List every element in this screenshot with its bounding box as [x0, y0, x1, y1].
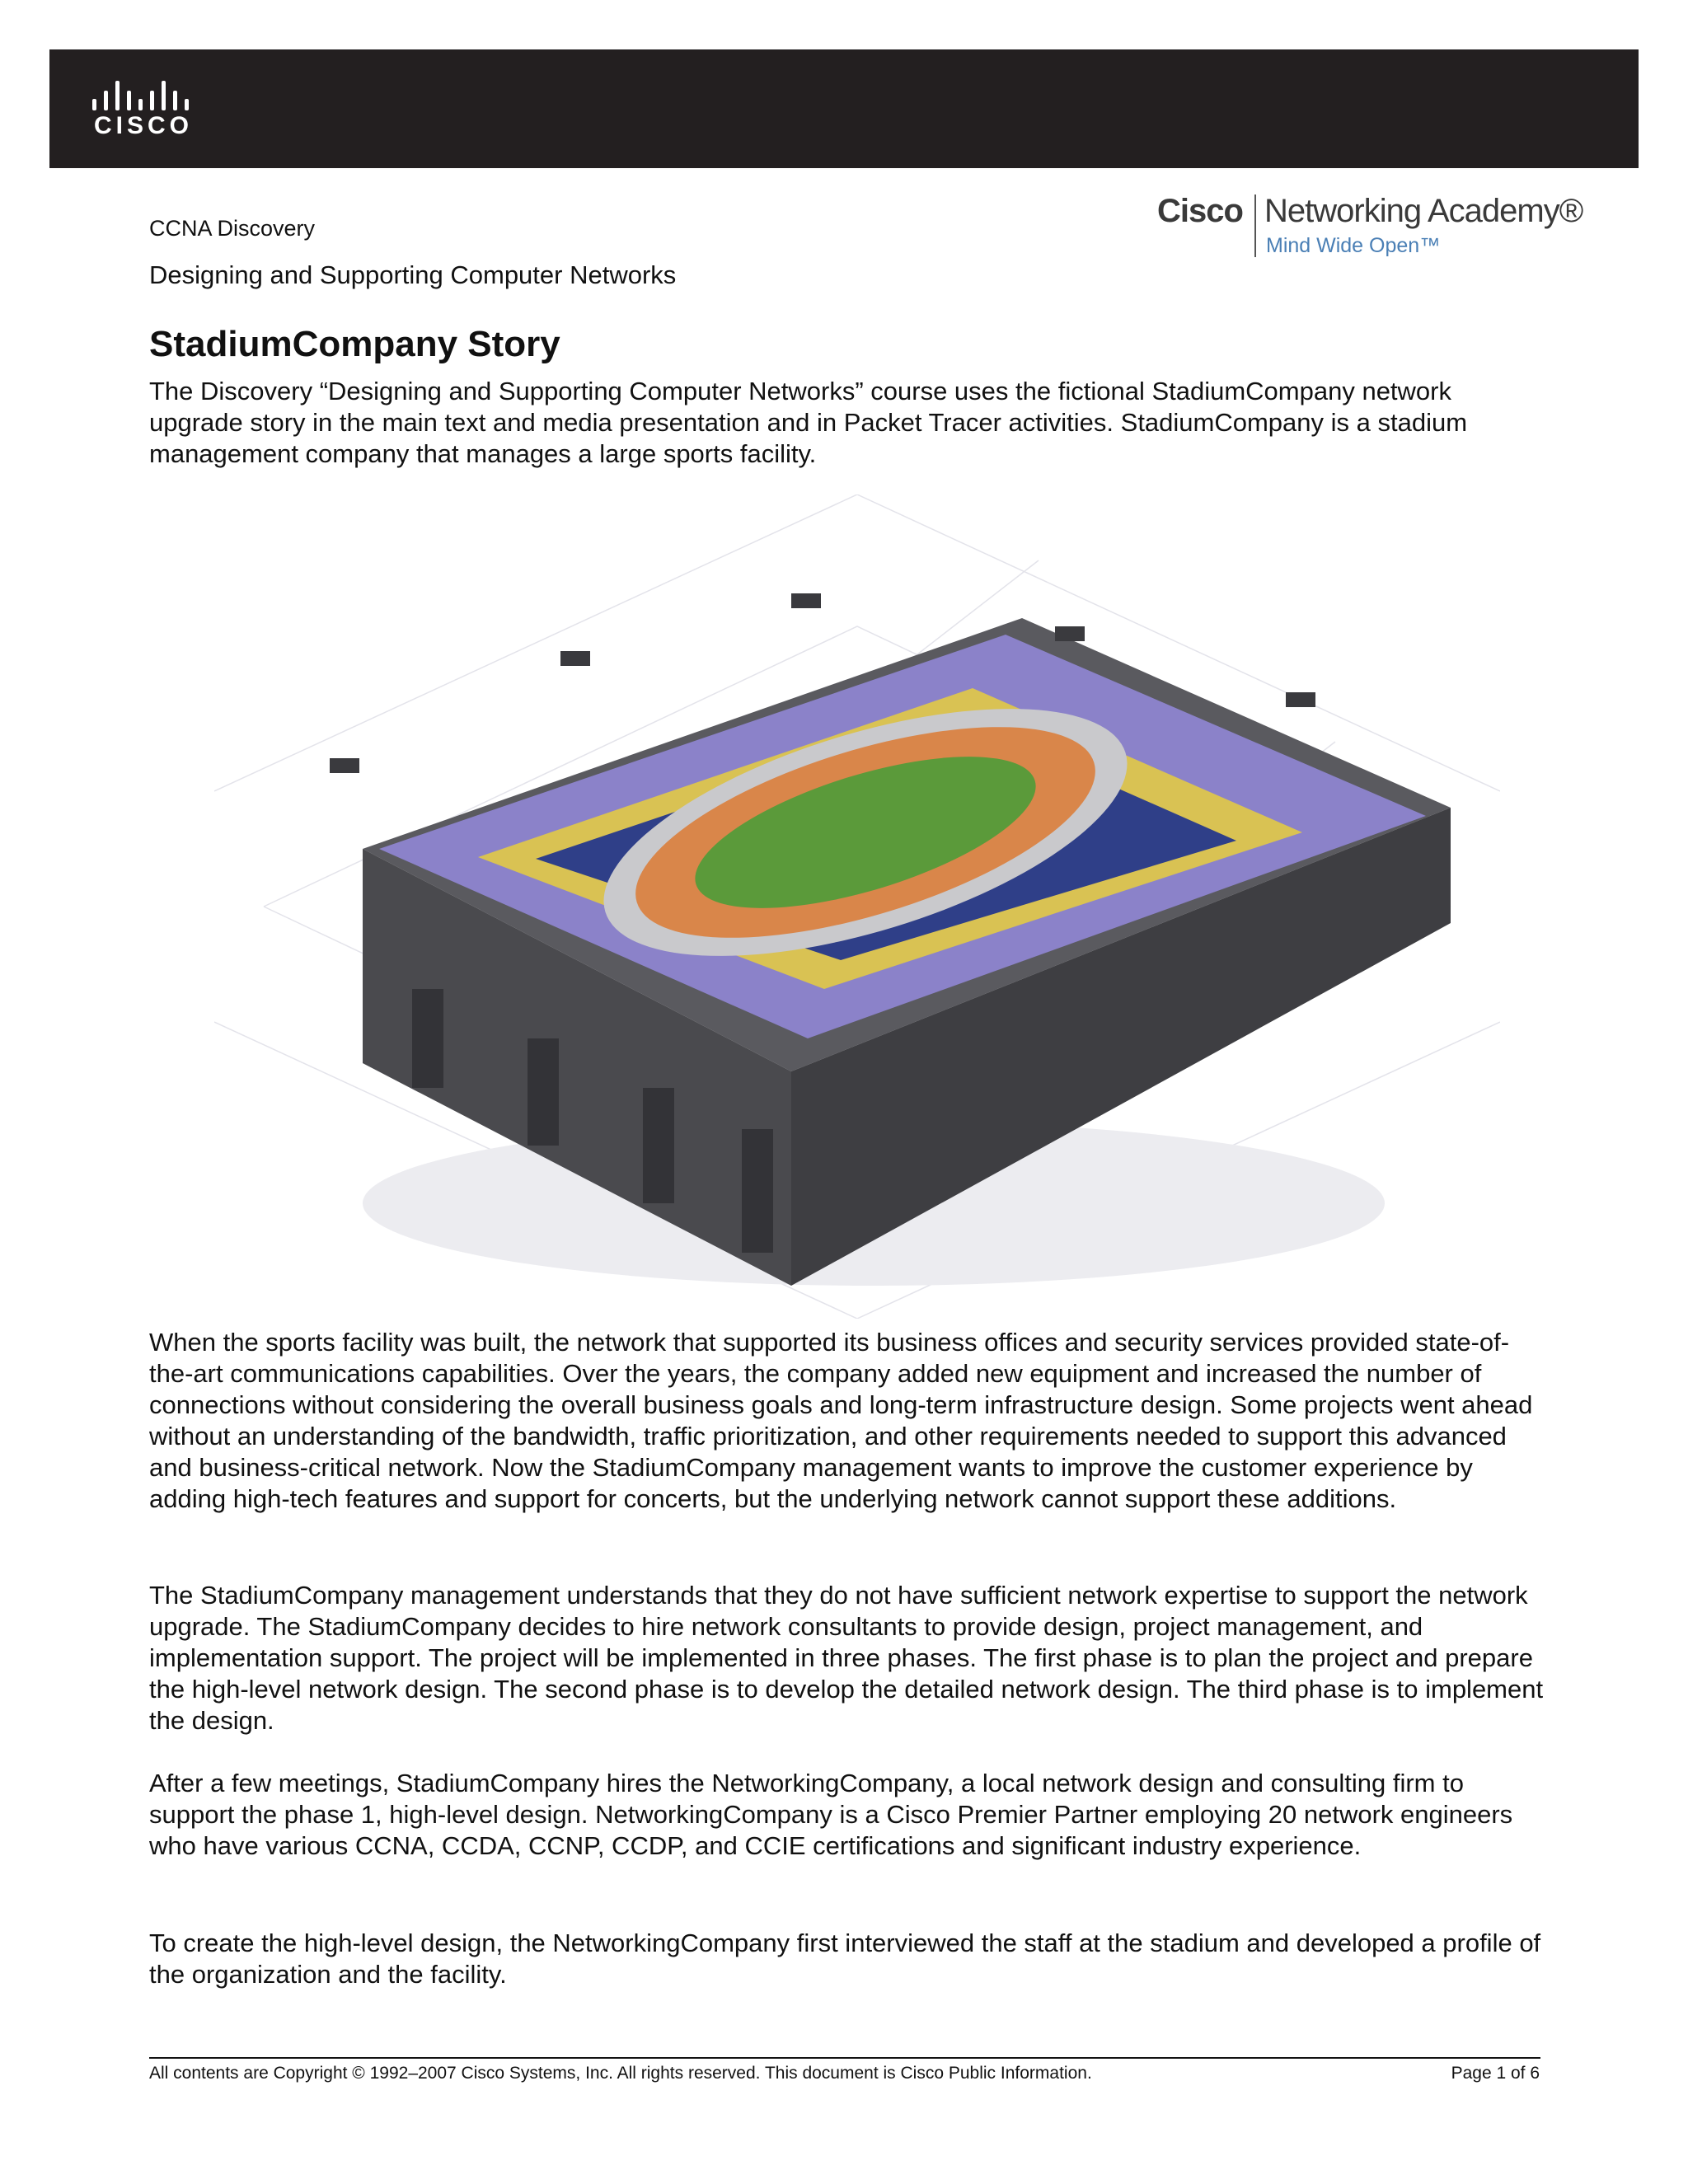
page-number: Page 1 of 6: [1451, 2064, 1540, 2083]
course-name: Designing and Supporting Computer Networks: [149, 260, 677, 289]
academy-tagline: Mind Wide Open™: [1266, 234, 1441, 257]
body-paragraph: When the sports facility was built, the network that supported its business offices and security services provided state-of-the-art communications capabilities. Over the years, the company added new equipment and increased the number of connections without considering the overall business goals and long-term infrastructure design. Some projects went ahead without an understanding of the bandwidth, traffic prioritization, and other requirements needed to support this advanced and business-critical network. Now the StadiumCompany management wants to improve the customer experience by adding high-tech features and support for concerts, but the underlying network cannot support these additions.: [149, 1328, 1533, 1513]
page-title: StadiumCompany Story: [149, 324, 560, 364]
header-banner: [49, 49, 1639, 168]
cisco-bars-icon: [91, 79, 195, 112]
cisco-logo: [89, 79, 196, 145]
intro-paragraph: The Discovery “Designing and Supporting Computer Networks” course uses the fictional StadiumCompany network upgrade story in the main text and media presentation and in Packet Tracer activities. StadiumCompany is a stadium management company that manages a large sports facility.: [149, 377, 1468, 468]
academy-name: Networking Academy®: [1264, 193, 1583, 229]
networking-academy-logo: [1157, 193, 1619, 267]
body-paragraph: The StadiumCompany management understands that they do not have sufficient network expertise to support the network upgrade. The StadiumCompany decides to hire network consultants to provide design, project management, and implementation support. The project will be implemented in three phases. The first phase is to plan the project and prepare the high-level network design. The second phase is to develop the detailed network design. The third phase is to implement the design.: [149, 1581, 1544, 1735]
logo-divider: [1254, 194, 1256, 257]
footer-divider: [149, 2057, 1540, 2059]
academy-brand: Cisco: [1157, 193, 1243, 229]
body-paragraph: After a few meetings, StadiumCompany hires the NetworkingCompany, a local network design and consulting firm to support the phase 1, high-level design. NetworkingCompany is a Cisco Premier Partner employing 20 network engineers who have various CCNA, CCDA, CCNP, CCDP, and CCIE certifications and significant industry experience.: [149, 1769, 1513, 1860]
stadium-illustration: [214, 494, 1500, 1319]
footer-copyright: All contents are Copyright © 1992–2007 Cisco Systems, Inc. All rights reserved. This document is Cisco Public Information.: [149, 2064, 1092, 2083]
body-paragraph: To create the high-level design, the NetworkingCompany first interviewed the staff at the stadium and developed a profile of the organization and the facility.: [149, 1929, 1541, 1989]
course-series: CCNA Discovery: [149, 216, 316, 241]
cisco-wordmark: CISCO: [94, 112, 194, 139]
